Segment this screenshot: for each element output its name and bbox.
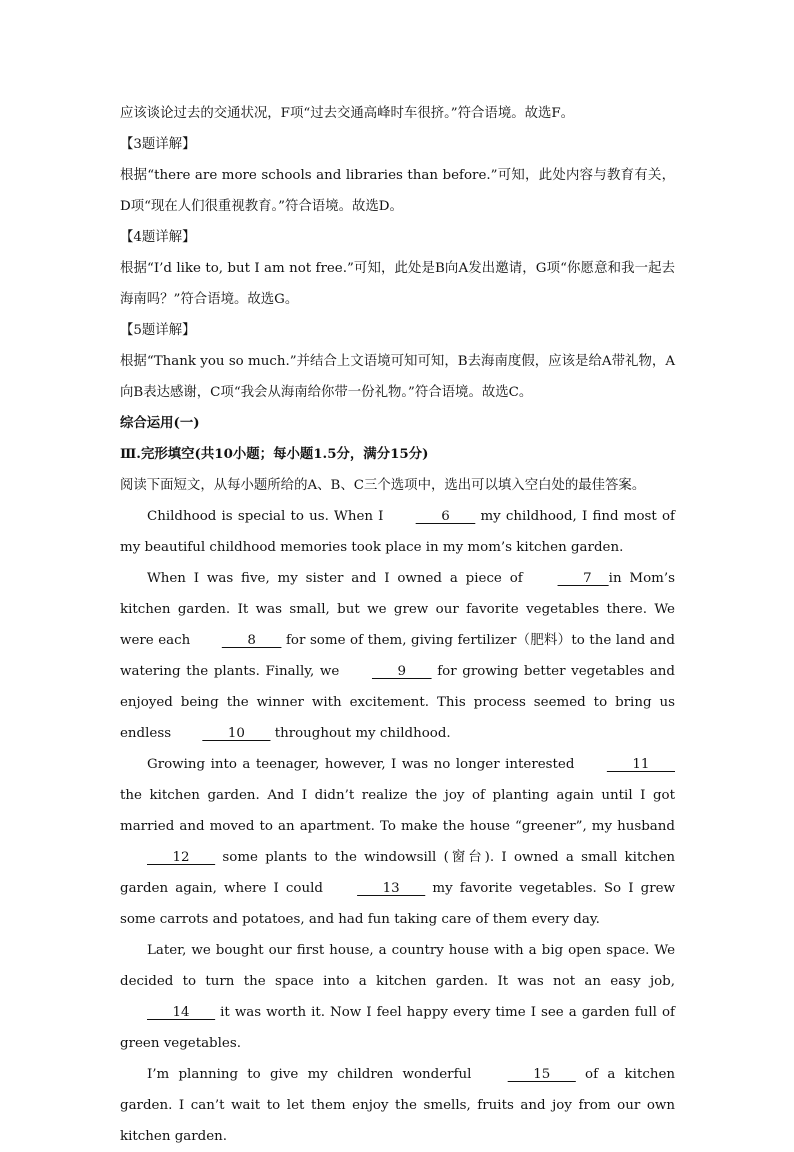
answer-continuation: 应该谈论过去的交通状况，F项“过去交通高峰时车很挤。”符合语境。故选F。 (120, 106, 575, 121)
blank-15: 15 (507, 1067, 576, 1082)
passage-text: I’m planning to give my children wonderful (147, 1067, 481, 1082)
passage-paragraph-4 (120, 935, 675, 1059)
passage-paragraph-5 (120, 1059, 675, 1152)
q5-explanation: 根据“Thank you so much.”并结合上文语境可知可知，B去海南度假，应该是给A带礼物，A向B表达感谢，C项“我会从海南给你带一份礼物。”符合语境。故选C。 (120, 354, 675, 400)
section-title: 综合运用(一) (120, 415, 200, 431)
passage-text: Childhood is special to us. When I (147, 509, 389, 524)
passage-text: the kitchen garden. And I didn’t realize the joy of planting again until I got married and moved to an apartment. To make the house “greener”, my husband (120, 788, 675, 834)
passage-text: of a kitchen garden. I can’t wait to let them enjoy the smells, fruits and joy from our own kitchen garden. (120, 1067, 675, 1144)
passage-text: my favorite vegetables. So I grew some carrots and potatoes, and had fun taking care of them every day. (120, 881, 675, 927)
passage-text: Growing into a teenager, however, I was no longer interested (147, 757, 580, 772)
q5-heading: 【5题详解】 (120, 323, 196, 338)
passage-text: Later, we bought our first house, a country house with a big open space. We decided to turn the space into a kitchen garden. It was not an easy job, (120, 943, 675, 989)
blank-10: 10 (202, 726, 271, 741)
passage-text: my childhood, I find most of my beautiful childhood memories took place in my mom’s kitchen garden. (120, 509, 675, 555)
blank-11: 11 (606, 757, 675, 772)
passage-text: some plants to the windowsill (窗台). I owned a small kitchen garden again, where I could (120, 850, 675, 896)
blank-7: 7 (557, 571, 609, 586)
passage-text: throughout my childhood. (270, 726, 451, 741)
blank-14: 14 (147, 1005, 216, 1020)
document-body (120, 98, 675, 1152)
passage-text: When I was five, my sister and I owned a piece of (147, 571, 531, 586)
section-subtitle: Ⅲ.完形填空(共10小题；每小题1.5分，满分15分) (120, 446, 429, 462)
passage-paragraph-1 (120, 501, 675, 563)
q4-heading: 【4题详解】 (120, 230, 196, 245)
passage-text: for growing better vegetables and enjoyed being the winner with excitement. This process seemed to bring us endless (120, 664, 675, 741)
q3-explanation: 根据“there are more schools and libraries than before.”可知，此处内容与教育有关，D项“现在人们很重视教育。”符合语境。故选D。 (120, 168, 675, 214)
q4-explanation: 根据“I’d like to, but I am not free.”可知，此处是B向A发出邀请，G项“你愿意和我一起去海南吗？”符合语境。故选G。 (120, 261, 675, 307)
passage-paragraph-3 (120, 749, 675, 935)
passage-text: in Mom’s kitchen garden. It was small, but we grew our favorite vegetables there. We were each (120, 571, 675, 648)
q3-heading: 【3题详解】 (120, 137, 196, 152)
passage-paragraph-2 (120, 563, 675, 749)
blank-12: 12 (147, 850, 216, 865)
blank-9: 9 (371, 664, 432, 679)
passage-text: it was worth it. Now I feel happy every time I see a garden full of green vegetables. (120, 1005, 675, 1051)
blank-13: 13 (357, 881, 426, 896)
section-instruction: 阅读下面短文，从每小题所给的A、B、C三个选项中，选出可以填入空白处的最佳答案。 (120, 478, 646, 493)
passage-text: for some of them, giving fertilizer（肥料）to the land and watering the plants. Finally, we (120, 633, 675, 679)
blank-6: 6 (415, 509, 476, 524)
blank-8: 8 (221, 633, 282, 648)
